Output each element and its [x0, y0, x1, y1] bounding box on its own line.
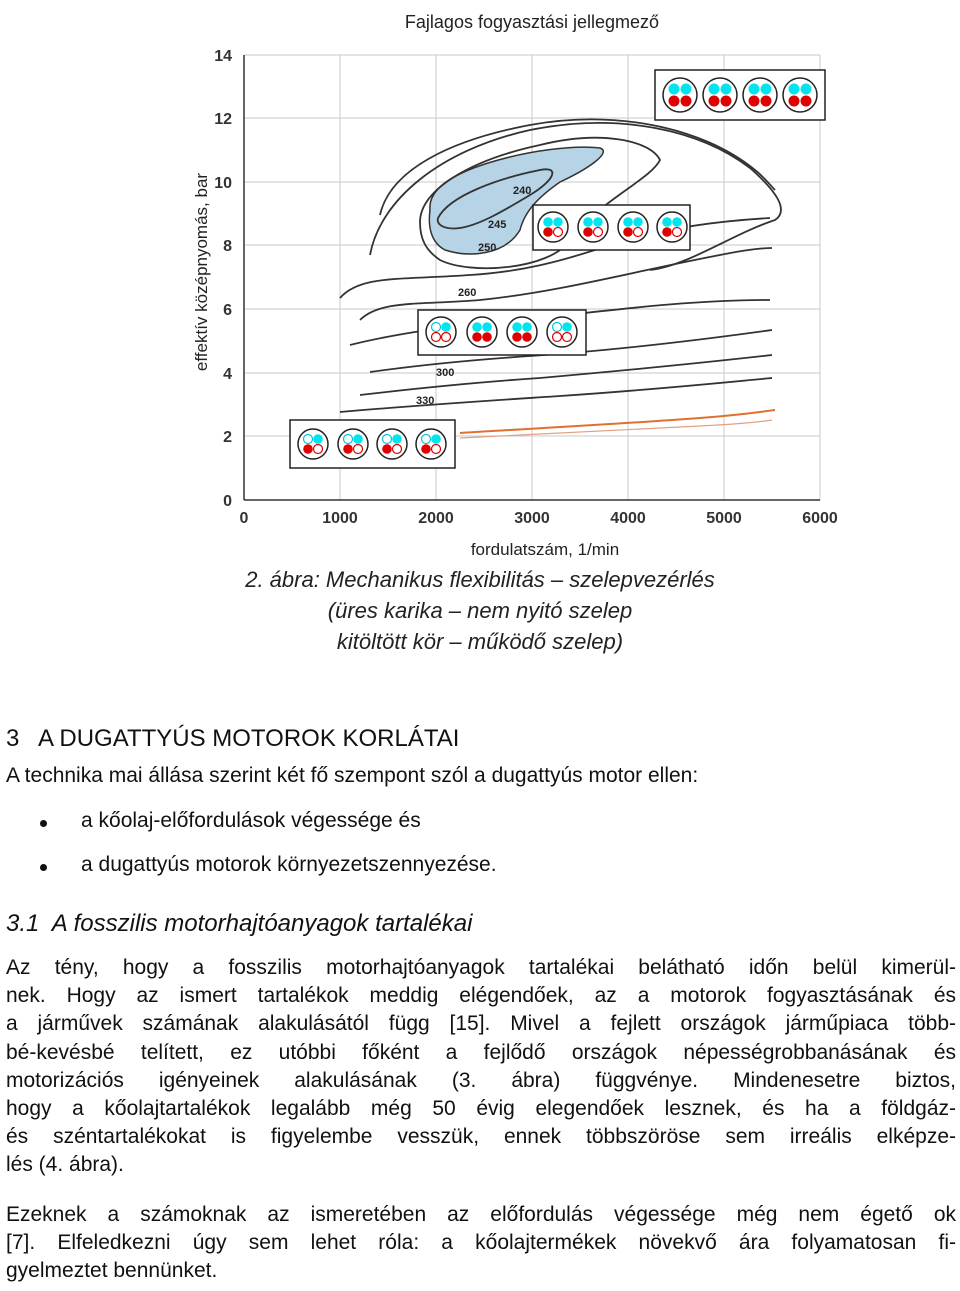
caption-line-1: 2. ábra: Mechanikus flexibilitás – szelepvezérlés: [245, 567, 715, 592]
paragraph-line: Ezeknek a számoknak az ismeretében az előfordulás végessége még nem égető ok: [6, 1203, 956, 1226]
x-tick-0: 0: [239, 510, 249, 527]
paragraph-line: a járművek számának alakulásától függ [15]. Mivel a fejlett országok járműpiaca több-: [6, 1012, 956, 1036]
section-3-1-paragraph-1: [6, 954, 956, 1180]
bullet-text: a dugattyús motorok környezetszennyezése.: [81, 853, 497, 876]
x-tick-2000: 2000: [418, 510, 454, 527]
x-axis-label: fordulatszám, 1/min: [470, 540, 620, 559]
bullet-icon: [40, 820, 47, 827]
paragraph-line: nek. Hogy az ismert tartalékok meddig elégendőek, az a motorok fogyasztásának és: [6, 984, 956, 1008]
bullet-text: a kőolaj-előfordulások végessége és: [81, 809, 421, 832]
x-tick-1000: 1000: [322, 510, 358, 527]
x-tick-3000: 3000: [514, 510, 550, 527]
x-tick-4000: 4000: [610, 510, 646, 527]
caption-line-3: kitöltött kör – működő szelep): [336, 629, 624, 654]
y-tick-labels: [214, 48, 232, 510]
x-tick-labels: [240, 510, 838, 527]
section-3-intro-text: A technika mai állása szerint két fő szempont szól a dugattyús motor ellen:: [6, 764, 699, 787]
figure-title: Fajlagos fogyasztási jellegmező: [404, 12, 660, 32]
contour-label-245: 245: [488, 219, 507, 231]
y-tick-14: 14: [214, 48, 232, 65]
y-tick-12: 12: [214, 111, 232, 128]
bullet-icon: [40, 864, 47, 871]
paragraph-line: lés (4. ábra).: [6, 1153, 124, 1177]
paragraph-line: Az tény, hogy a fosszilis motorhajtóanyagok tartalékai belátható időn belül kimerül-: [6, 956, 956, 979]
valve-group-top: [655, 70, 825, 120]
section-3-1-paragraph-2: [6, 1201, 956, 1286]
x-tick-5000: 5000: [706, 510, 742, 527]
valve-group-upper-mid: [533, 205, 690, 250]
y-tick-10: 10: [214, 175, 232, 192]
contour-label-330: 330: [416, 395, 435, 407]
section-3-intro: [6, 762, 956, 790]
section-3-1-heading: 3.1 A fosszilis motorhajtóanyagok tartalékai: [6, 910, 473, 937]
paragraph-line: bé-kevésbé telített, ez utóbbi főként a fejlődő országok népességrobbanásának és: [6, 1040, 956, 1064]
y-tick-4: 4: [223, 366, 232, 383]
y-axis-label: effektív középnyomás, bar: [192, 172, 211, 372]
caption-line-2: (üres karika – nem nyitó szelep: [327, 598, 633, 623]
paragraph-line: és széntartalékokat is figyelembe vesszük, ennek többszöröse sem irreális elképze-: [6, 1125, 956, 1149]
contour-label-260: 260: [458, 287, 477, 299]
section-3-heading: 3 A DUGATTYÚS MOTOROK KORLÁTAI: [6, 725, 460, 752]
paragraph-line: gyelmeztet bennünket.: [6, 1259, 218, 1283]
valve-group-mid: [418, 310, 586, 355]
contour-label-240: 240: [513, 185, 532, 197]
y-tick-0: 0: [223, 493, 232, 510]
paragraph-line: motorizációs igényeinek alakulásának (3. ábra) függvénye. Mindenesetre biztos,: [6, 1068, 956, 1092]
y-tick-6: 6: [223, 302, 232, 319]
x-tick-6000: 6000: [802, 510, 838, 527]
bsfc-map-figure: [0, 0, 960, 560]
contour-label-250: 250: [478, 242, 497, 254]
contour-label-300: 300: [436, 367, 455, 379]
paragraph-line: [7]. Elfeledkezni úgy sem lehet róla: a kőolajtermékek növekvő ára folyamatosan fi-: [6, 1231, 956, 1255]
valve-group-bottom: [290, 420, 455, 468]
y-tick-2: 2: [223, 429, 232, 446]
y-tick-8: 8: [223, 238, 232, 255]
paragraph-line: hogy a kőolajtartalékok legalább még 50 évig elegendőek lesznek, és ha a földgáz-: [6, 1097, 956, 1121]
